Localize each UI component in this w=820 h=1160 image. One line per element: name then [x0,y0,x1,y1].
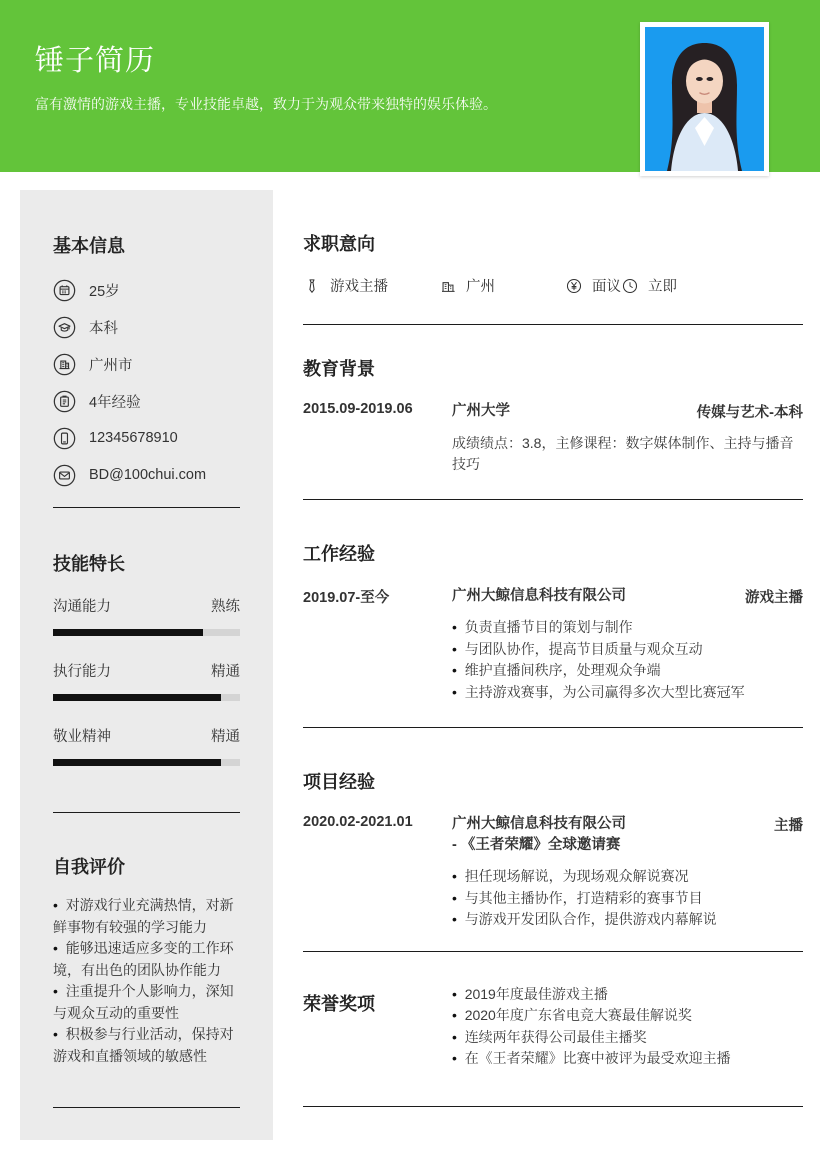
basic-info-item [53,278,240,302]
section-divider [303,1106,803,1107]
education-heading: 教育背景 [303,359,375,379]
header-subtitle: 富有激情的游戏主播，专业技能卓越，致力于为观众带来独特的娱乐体验。 [35,96,497,112]
work-bullet-list [452,617,803,703]
job-intention-heading: 求职意向 [303,234,375,254]
education-description: 成绩绩点：3.8，主修课程：数字媒体制作、主持与播音技巧 [452,435,794,472]
work-experience-entry [303,586,803,703]
skill-bar-fill [53,759,221,766]
job-intention-value: 面议 [592,279,621,295]
work-bullet-item: • 主持游戏赛事，为公司赢得多次大型比赛冠军 [452,682,803,704]
honor-bullet-item: • 在《王者荣耀》比赛中被评为最受欢迎主播 [452,1048,803,1070]
job-intention-value: 游戏主播 [330,279,388,295]
email-icon [53,464,76,487]
skill-name: 敬业精神 [53,729,111,745]
clock-icon [621,277,639,295]
project-subtitle: - 《王者荣耀》全球邀请赛 [452,837,621,853]
basic-info-item [53,315,240,339]
work-experience-heading: 工作经验 [303,544,375,564]
job-intention-item [565,275,621,296]
project-company-name: 广州大鲸信息科技有限公司 [452,816,626,832]
skill-item [53,660,240,701]
basic-info-value: 广州市 [89,357,133,374]
skill-bar-track [53,629,240,636]
section-work-experience [303,500,803,727]
skills-heading: 技能特长 [53,554,125,574]
section-project-experience [303,728,803,951]
building-icon [439,277,457,295]
skill-bar-track [53,759,240,766]
basic-info-heading: 基本信息 [53,236,125,256]
skill-name: 沟通能力 [53,599,111,615]
section-honors [303,952,803,1106]
education-degree: 传媒与艺术-本科 [696,405,803,421]
profile-photo-illustration [645,27,764,171]
honor-bullet-item: • 连续两年获得公司最佳主播奖 [452,1027,803,1049]
job-intention-item [439,275,565,296]
honor-bullet-item: • 2020年度广东省电竞大赛最佳解说奖 [452,1005,803,1027]
skill-bar-fill [53,629,203,636]
sidebar [20,190,273,1140]
self-evaluation-item: • 注重提升个人影响力，深知与观众互动的重要性 [53,981,240,1024]
honors-bullet-list [452,984,803,1070]
basic-info-list [53,278,240,487]
basic-info-item [53,463,240,487]
skill-name: 执行能力 [53,664,111,680]
work-company: 广州大鲸信息科技有限公司 [452,588,626,604]
skill-bar-fill [53,694,221,701]
skill-bar-track [53,694,240,701]
project-experience-heading: 项目经验 [303,772,375,792]
education-entry [303,401,803,475]
graduation-cap-icon [53,316,76,339]
section-education [303,325,803,499]
basic-info-item [53,389,240,413]
self-evaluation-heading: 自我评价 [53,857,125,877]
work-bullet-item: • 负责直播节目的策划与制作 [452,617,803,639]
phone-icon [53,427,76,450]
job-intention-row [303,275,803,296]
calendar-icon [53,279,76,302]
sidebar-divider [53,507,240,508]
basic-info-value: BD@100chui.com [89,467,207,483]
skill-item [53,725,240,766]
project-bullet-item: • 与游戏开发团队合作，提供游戏内幕解说 [452,909,803,931]
experience-icon [53,390,76,413]
project-bullet-list [452,866,803,931]
education-date: 2015.09-2019.06 [303,401,413,417]
work-bullet-item: • 与团队协作，提高节目质量与观众互动 [452,639,803,661]
main-content [303,190,803,1107]
basic-info-value: 本科 [89,320,118,337]
basic-info-item [53,352,240,376]
sidebar-divider [53,812,240,813]
job-intention-value: 立即 [648,279,677,295]
self-evaluation-item: • 对游戏行业充满热情，对新鲜事物有较强的学习能力 [53,895,240,938]
sidebar-divider [53,1107,240,1108]
project-bullet-item: • 担任现场解说，为现场观众解说赛况 [452,866,803,888]
skill-level: 精通 [211,729,240,745]
skill-item [53,595,240,636]
job-intention-value: 广州 [466,279,495,295]
section-job-intention [303,190,803,324]
work-role: 游戏主播 [745,590,803,606]
skill-level: 熟练 [211,599,240,615]
self-evaluation-section [53,853,240,1067]
project-company [452,814,770,856]
salary-icon [565,277,583,295]
honor-bullet-item: • 2019年度最佳游戏主播 [452,984,803,1006]
profile-photo [640,22,769,176]
page-title: 锤子简历 [35,45,156,77]
project-role: 主播 [774,818,803,834]
skills-list [53,595,240,766]
self-evaluation-list [53,895,240,1067]
basic-info-value: 25岁 [89,283,120,300]
job-intention-item [621,275,677,296]
basic-info-value: 12345678910 [89,430,178,446]
skills-section [53,550,240,792]
education-school: 广州大学 [452,403,510,419]
work-date: 2019.07-至今 [303,590,390,606]
tie-icon [303,277,321,295]
basic-info-value: 4年经验 [89,394,141,411]
honors-heading: 荣誉奖项 [303,993,375,1014]
project-experience-entry [303,814,803,931]
job-intention-item [303,275,439,296]
project-bullet-item: • 与其他主播协作，打造精彩的赛事节目 [452,888,803,910]
basic-info-item [53,426,240,450]
project-date: 2020.02-2021.01 [303,814,413,830]
self-evaluation-item: • 能够迅速适应多变的工作环境，有出色的团队协作能力 [53,938,240,981]
building-circle-icon [53,353,76,376]
skill-level: 精通 [211,664,240,680]
self-evaluation-item: • 积极参与行业活动，保持对游戏和直播领域的敏感性 [53,1024,240,1067]
work-bullet-item: • 维护直播间秩序，处理观众争端 [452,660,803,682]
